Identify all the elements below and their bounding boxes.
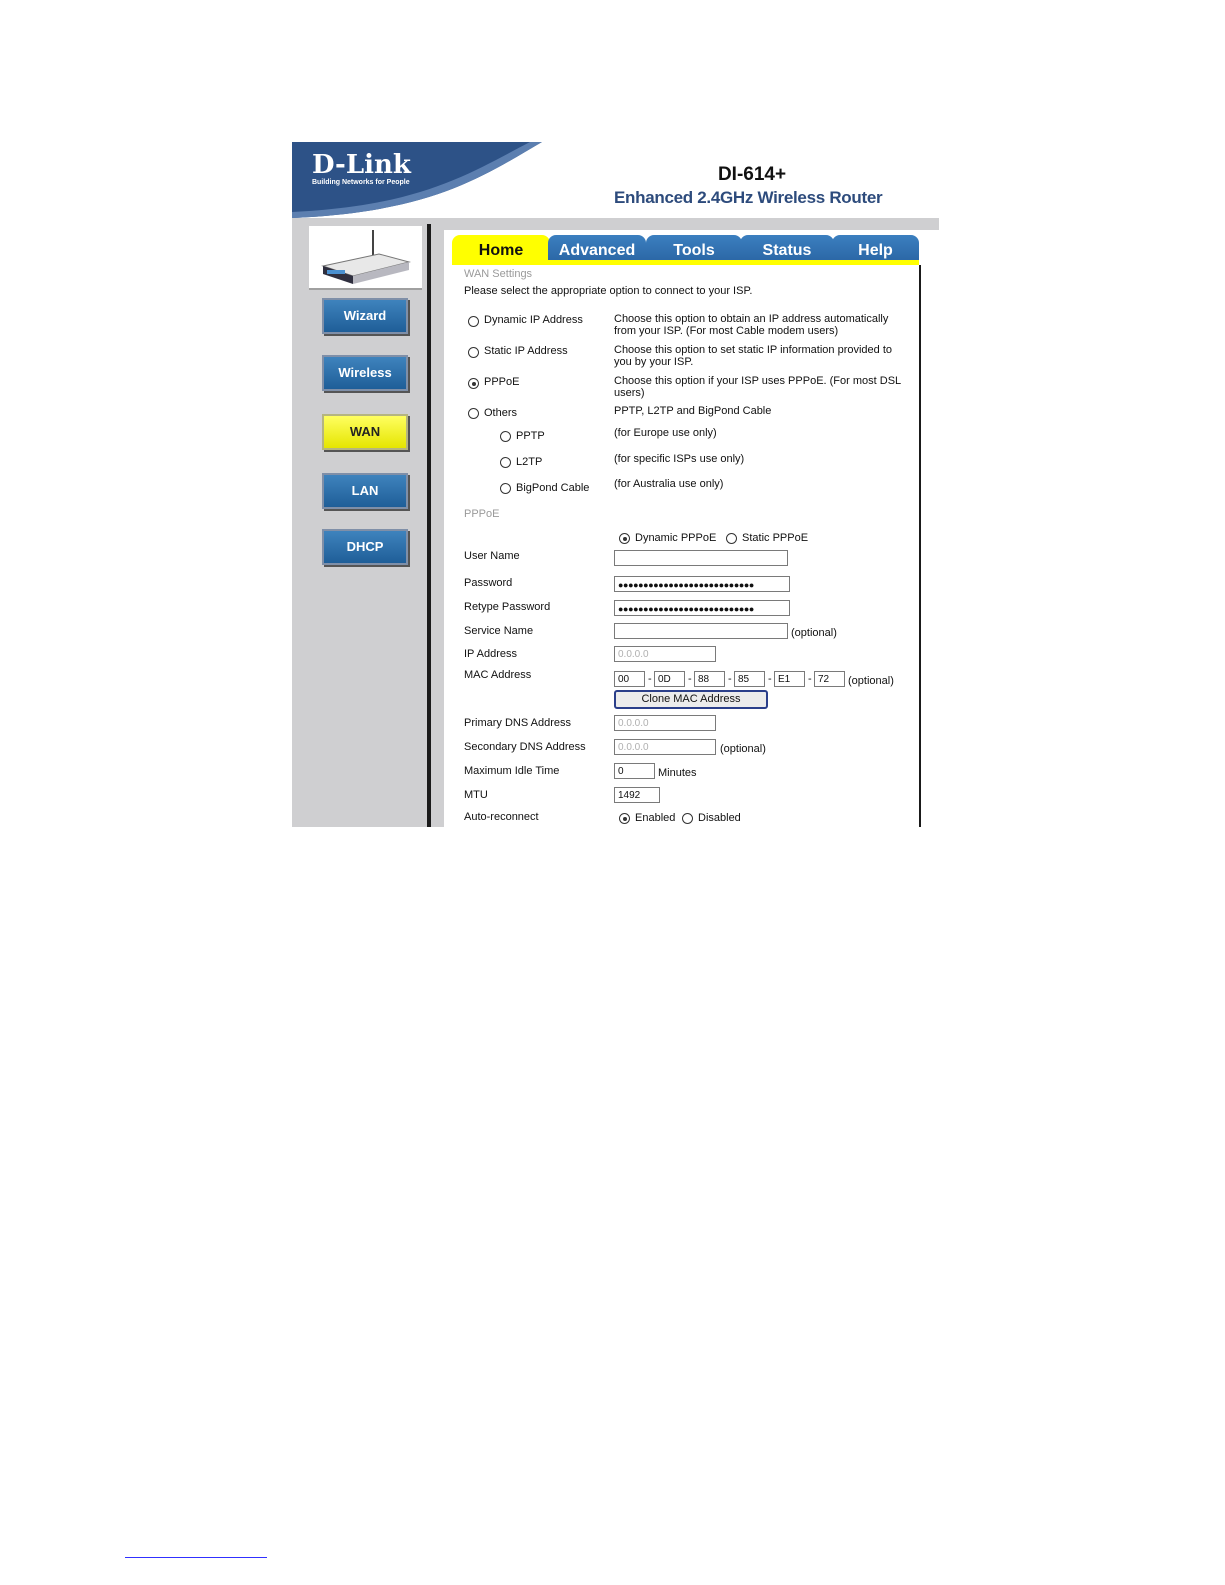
mac-separator: - (648, 673, 652, 685)
secondary-dns-input[interactable]: 0.0.0.0 (614, 739, 716, 755)
router-image (309, 226, 422, 290)
option-pptp-label: PPTP (516, 430, 545, 442)
service-name-input[interactable] (614, 623, 788, 639)
option-dynamic-ip-desc: Choose this option to obtain an IP address automatically from your ISP. (For most Cable modem users) (614, 313, 889, 337)
sidebar-item-wireless[interactable]: Wireless (322, 355, 408, 391)
radio-auto-disabled[interactable] (682, 813, 693, 824)
option-static-ip-label: Static IP Address (484, 345, 568, 357)
radio-l2tp[interactable] (500, 457, 511, 468)
option-pppoe-desc: Choose this option if your ISP uses PPPoE. (For most DSL users) (614, 375, 901, 399)
option-static-ip-desc: Choose this option to set static IP information provided to you by your ISP. (614, 344, 893, 368)
radio-dynamic-ip[interactable] (468, 316, 479, 327)
secondary-dns-label: Secondary DNS Address (464, 741, 586, 753)
brand-logo: D-Link (312, 150, 411, 180)
option-l2tp-label: L2TP (516, 456, 543, 468)
radio-others[interactable] (468, 408, 479, 419)
tab-status[interactable]: Status (740, 235, 834, 263)
static-pppoe-label: Static PPPoE (742, 532, 809, 544)
user-name-label: User Name (464, 550, 520, 562)
mac-address-label: MAC Address (464, 669, 532, 681)
password-input[interactable]: ●●●●●●●●●●●●●●●●●●●●●●●●●●● (614, 576, 790, 592)
mtu-input[interactable]: 1492 (614, 787, 660, 803)
radio-pptp[interactable] (500, 431, 511, 442)
wan-instruction: Please select the appropriate option to connect to your ISP. (464, 285, 753, 297)
auto-reconnect-label: Auto-reconnect (464, 811, 539, 823)
sidebar-item-wizard[interactable]: Wizard (322, 298, 408, 334)
mac-part-3-input[interactable]: 88 (694, 671, 725, 687)
header-banner (292, 142, 939, 218)
mac-part-1-input[interactable]: 00 (614, 671, 645, 687)
sidebar-divider (427, 224, 431, 827)
sidebar-item-lan[interactable]: LAN (322, 473, 408, 509)
tab-underline (452, 260, 919, 265)
mac-part-5-input[interactable]: E1 (774, 671, 805, 687)
ip-address-input[interactable]: 0.0.0.0 (614, 646, 716, 662)
user-name-input[interactable] (614, 550, 788, 566)
option-others-label: Others (484, 407, 518, 419)
option-l2tp-desc: (for specific ISPs use only) (614, 453, 745, 465)
idle-time-input[interactable]: 0 (614, 763, 655, 779)
service-name-hint: (optional) (791, 627, 837, 639)
primary-dns-label: Primary DNS Address (464, 717, 571, 729)
option-bigpond-desc: (for Australia use only) (614, 478, 724, 490)
mac-part-6-input[interactable]: 72 (814, 671, 845, 687)
mac-separator: - (768, 673, 772, 685)
auto-enabled-label: Enabled (635, 812, 676, 824)
wan-section-title: WAN Settings (464, 268, 533, 280)
mtu-label: MTU (464, 789, 488, 801)
option-pptp-desc: (for Europe use only) (614, 427, 717, 439)
service-name-label: Service Name (464, 625, 534, 637)
retype-password-label: Retype Password (464, 601, 551, 613)
mac-separator: - (808, 673, 812, 685)
pppoe-section-title: PPPoE (464, 508, 500, 520)
router-ui-screenshot (292, 142, 939, 827)
option-bigpond-label: BigPond Cable (516, 482, 590, 494)
option-dynamic-ip-label: Dynamic IP Address (484, 314, 583, 326)
clone-mac-button[interactable]: Clone MAC Address (614, 690, 768, 709)
radio-static-pppoe[interactable] (726, 533, 737, 544)
radio-pppoe[interactable] (468, 378, 479, 389)
tab-tools[interactable]: Tools (646, 235, 742, 263)
radio-auto-enabled[interactable] (619, 813, 630, 824)
idle-time-unit: Minutes (658, 767, 697, 779)
product-subtitle: Enhanced 2.4GHz Wireless Router (614, 188, 883, 207)
radio-dynamic-pppoe[interactable] (619, 533, 630, 544)
tab-home[interactable]: Home (452, 235, 550, 263)
tab-advanced[interactable]: Advanced (548, 235, 646, 263)
primary-dns-input[interactable]: 0.0.0.0 (614, 715, 716, 731)
router-icon (309, 226, 422, 288)
auto-disabled-label: Disabled (698, 812, 741, 824)
secondary-dns-hint: (optional) (720, 743, 766, 755)
sidebar-item-dhcp[interactable]: DHCP (322, 529, 408, 565)
sidebar-item-wan[interactable]: WAN (322, 414, 408, 450)
mac-part-2-input[interactable]: 0D (654, 671, 685, 687)
idle-time-label: Maximum Idle Time (464, 765, 560, 777)
option-others-desc: PPTP, L2TP and BigPond Cable (614, 405, 772, 417)
dynamic-pppoe-label: Dynamic PPPoE (635, 532, 717, 544)
option-pppoe-label: PPPoE (484, 376, 520, 388)
footnote-separator (125, 1557, 267, 1558)
mac-part-4-input[interactable]: 85 (734, 671, 765, 687)
retype-password-input[interactable]: ●●●●●●●●●●●●●●●●●●●●●●●●●●● (614, 600, 790, 616)
mac-separator: - (728, 673, 732, 685)
content-border (919, 265, 921, 827)
ip-address-label: IP Address (464, 648, 517, 660)
mac-address-hint: (optional) (848, 675, 894, 687)
tab-help[interactable]: Help (832, 235, 919, 263)
brand-tagline: Building Networks for People (312, 179, 410, 186)
password-label: Password (464, 577, 513, 589)
mac-separator: - (688, 673, 692, 685)
radio-bigpond[interactable] (500, 483, 511, 494)
radio-static-ip[interactable] (468, 347, 479, 358)
model-name: DI-614+ (717, 164, 787, 185)
